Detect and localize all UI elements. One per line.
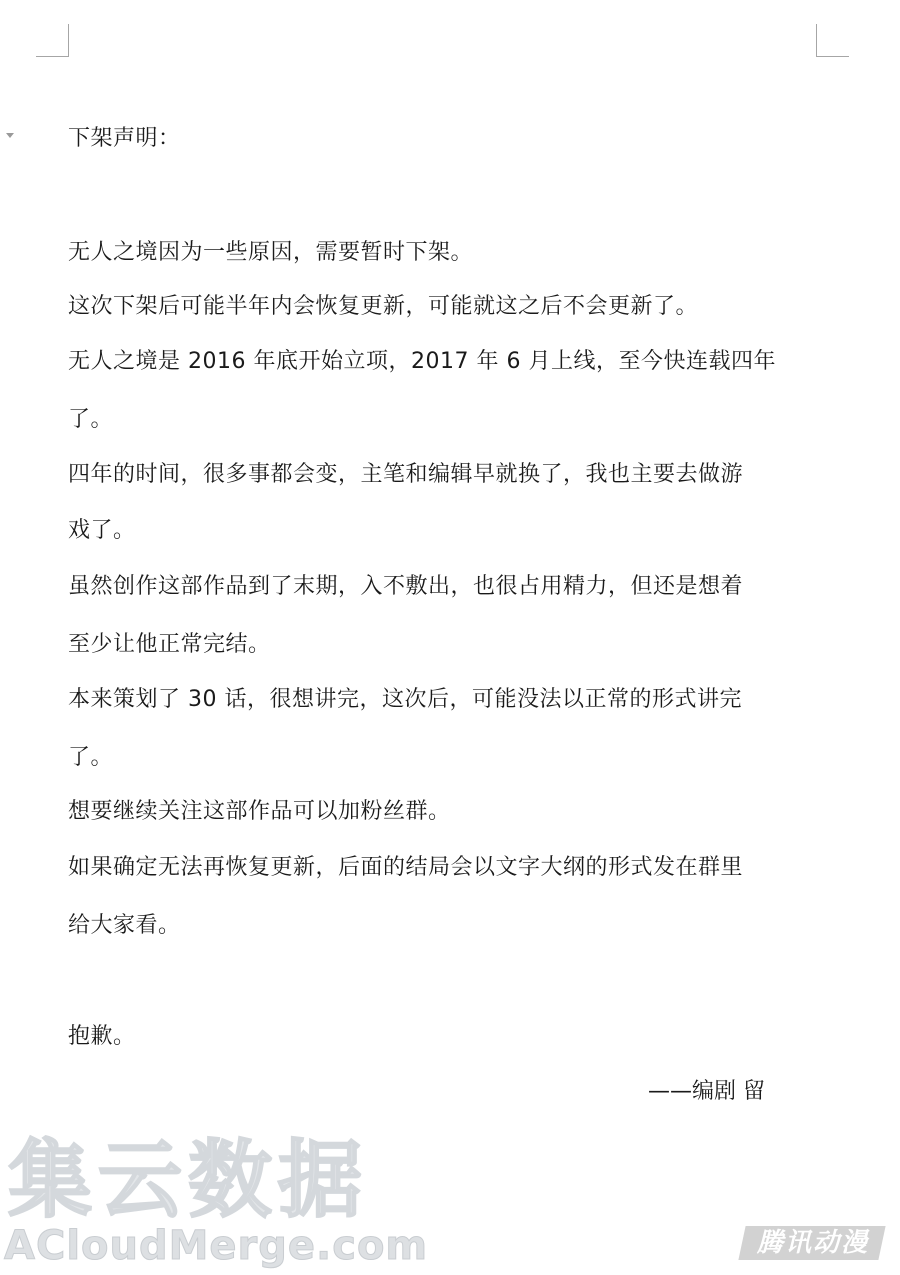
paragraph-line: 了。	[68, 745, 114, 770]
paragraph-line: 如果确定无法再恢复更新，后面的结局会以文字大纲的形式发在群里	[68, 855, 744, 880]
notice-heading: 下架声明：	[68, 126, 181, 151]
author-signature: ——编剧 留	[648, 1079, 765, 1104]
paragraph-line: 虽然创作这部作品到了末期，入不敷出，也很占用精力，但还是想着	[68, 574, 744, 599]
watermark-cloud-logo-text: 集云数据	[8, 1131, 369, 1229]
paragraph-line: 无人之境因为一些原因，需要暂时下架。	[68, 240, 474, 265]
paragraph-line: 戏了。	[68, 518, 136, 543]
paragraph-line: 这次下架后可能半年内会恢复更新，可能就这之后不会更新了。	[68, 294, 699, 319]
paragraph-line: 给大家看。	[68, 913, 181, 938]
paragraph-line: 本来策划了 30 话，很想讲完，这次后，可能没法以正常的形式讲完	[68, 687, 742, 712]
paragraph-line: 无人之境是 2016 年底开始立项，2017 年 6 月上线，至今快连载四年	[68, 349, 776, 374]
paragraph-line: 至少让他正常完结。	[68, 632, 271, 657]
watermark-site-name: ACloudMerge.com	[4, 1223, 429, 1269]
paragraph-line: 四年的时间，很多事都会变，主笔和编辑早就换了，我也主要去做游	[68, 462, 744, 487]
page-corner-mark-top-left	[36, 24, 69, 57]
closing-apology: 抱歉。	[68, 1024, 136, 1049]
watermark-tencent-comic: 腾讯动漫	[756, 1228, 869, 1258]
page-corner-mark-top-right	[816, 24, 849, 57]
collapse-triangle-icon[interactable]	[6, 133, 14, 138]
paragraph-line: 了。	[68, 407, 114, 432]
paragraph-line: 想要继续关注这部作品可以加粉丝群。	[68, 799, 451, 824]
